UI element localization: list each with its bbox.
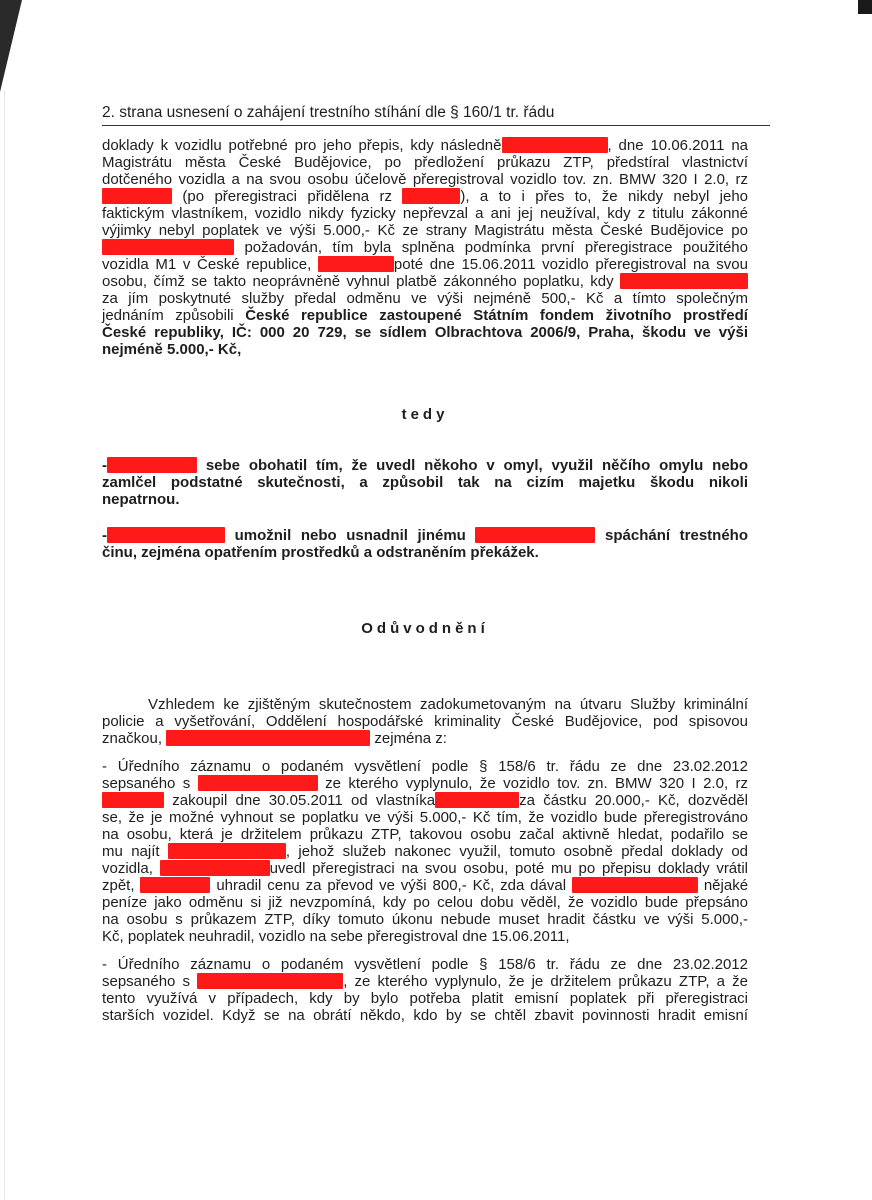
redaction [435, 792, 519, 808]
redaction [620, 273, 748, 289]
text-line: značkou, zejména z: [102, 730, 447, 747]
text-line: sepsaného s ze kterého vyplynulo, že vozidlo tov. zn. BMW 320 I 2.0, rz [102, 775, 748, 792]
text-line: zamlčel podstatné skutečnosti, a způsobil tak na cizím majetku škodu nikoli [102, 474, 748, 491]
text-line: - Úředního záznamu o podaném vysvětlení podle § 158/6 tr. řádu ze dne 23.02.2012 [102, 956, 748, 973]
text-line: tento využívá v případech, kdy by bylo potřeba platit emisní poplatek při přeregistraci [102, 990, 748, 1007]
redaction [402, 188, 460, 204]
text-line: za jím poskytnuté služby předal odměnu ve výši nejméně 500,- Kč a tímto společným [102, 290, 748, 307]
text-line: (po přeregistraci přidělena rz ), a to i přes to, že nikdy nebyl jeho [102, 188, 748, 205]
redaction [168, 843, 286, 859]
text-line: dotčeného vozidla a na svou osobu účelově přeregistroval vozidlo tov. zn. BMW 320 I 2.0, rz [102, 171, 748, 188]
redaction [140, 877, 210, 893]
redaction [160, 860, 270, 876]
redaction [107, 457, 197, 473]
text-line: České republiky, IČ: 000 20 729, se sídlem Olbrachtova 2006/9, Praha, škodu ve výši [102, 324, 748, 341]
text-line: peníze jako odměnu si již nevzpomíná, kdy po celou dobu věděl, že vozidlo bude přepsáno [102, 894, 748, 911]
document-body [102, 137, 748, 1024]
text-line: činu, zejména opatřením prostředků a odstraněním překážek. [102, 544, 539, 561]
text-line: starších vozidel. Když se na obrátí někdo, kdo by se chtěl zbavit povinnosti hradit emisní [102, 1007, 748, 1024]
charge-2 [102, 527, 748, 561]
redaction [107, 527, 225, 543]
evidence-item-2 [102, 956, 748, 1024]
redaction [502, 137, 608, 153]
text-line: - sebe obohatil tím, že uvedl někoho v omyl, využil něčího omylu nebo [102, 457, 748, 474]
charge-1 [102, 457, 748, 508]
redaction [102, 792, 164, 808]
text-line: - umožnil nebo usnadnil jinému spáchání trestného [102, 527, 748, 544]
text-line: nejméně 5.000,- Kč, [102, 341, 242, 358]
text-line: požadován, tím byla splněna podmínka první přeregistrace použitého [102, 239, 748, 256]
text-line: mu najít , jehož služeb nakonec využil, tomuto osobně předal doklady od [102, 843, 748, 860]
text-line: vozidla, uvedl přeregistraci na svou osobu, poté mu po přepisu doklady vrátil [102, 860, 748, 877]
redaction [102, 188, 172, 204]
text-line: sepsaného s , ze kterého vyplynulo, že je držitelem průkazu ZTP, a že [102, 973, 748, 990]
scan-corner-mark [858, 0, 872, 14]
paragraph-offense-description [102, 137, 748, 358]
text-line: výjimky nebyl poplatek ve výši 5.000,- Kč ze strany Magistrátu města České Budějovice po [102, 222, 748, 239]
redaction [198, 775, 318, 791]
text-line: jednáním způsobili České republice zastoupené Státním fondem životního prostředí [102, 307, 748, 324]
scan-edge [4, 90, 5, 1200]
text-line: faktickým vlastníkem, vozidlo nikdy fyzicky nepřevzal a ani jej neužíval, kdy z titulu zákonné [102, 205, 748, 222]
redaction [572, 877, 698, 893]
heading-tedy: tedy [401, 406, 449, 423]
evidence-item-1 [102, 758, 748, 945]
text-line: Kč, poplatek neuhradil, vozidlo na sebe přeregistroval dne 15.06.2011, [102, 928, 570, 945]
text-line: Vzhledem ke zjištěným skutečnostem zadokumetovaným na útvaru Služby kriminální [148, 696, 748, 713]
text-line: vozidla M1 v České republice, poté dne 15.06.2011 vozidlo přeregistroval na svou [102, 256, 748, 273]
text-line: na osobu, která je držitelem průkazu ZTP, takovou osobu začal aktivně hledat, podařilo se [102, 826, 748, 843]
paragraph-reasoning [102, 696, 748, 747]
text-line: zpět, uhradil cenu za převod ve výši 800,- Kč, zda dával nějaké [102, 877, 749, 894]
text-line: policie a vyšetřování, Oddělení hospodářské kriminality České Budějovice, pod spisovou [102, 713, 748, 730]
text-line: nepatrnou. [102, 491, 180, 508]
heading-oduvodneni: Odůvodnění [361, 620, 489, 637]
redaction [318, 256, 394, 272]
redaction [197, 973, 343, 989]
scan-corner-shadow [0, 0, 22, 92]
text-line: zakoupil dne 30.05.2011 od vlastníka za částku 20.000,- Kč, dozvěděl [102, 792, 748, 809]
redaction [166, 730, 370, 746]
text-line: na osobu s průkazem ZTP, díky tomuto úkonu nebude muset hradit částku ve výši 5.000,- [102, 911, 748, 928]
text-line: osobu, čímž se takto neoprávněně vyhnul platbě zákonného poplatku, kdy [102, 273, 748, 290]
redaction [475, 527, 595, 543]
text-line: Magistrátu města České Budějovice, po předložení průkazu ZTP, předstíral vlastnictví [102, 154, 748, 171]
text-line: doklady k vozidlu potřebné pro jeho přepis, kdy následně , dne 10.06.2011 na [102, 137, 748, 154]
text-line: se, že je možné vyhnout se poplatku ve výši 5.000,- Kč tím, že vozidlo bude přeregistrováno [102, 809, 748, 826]
text-line: - Úředního záznamu o podaném vysvětlení podle § 158/6 tr. řádu ze dne 23.02.2012 [102, 758, 748, 775]
page-header: 2. strana usnesení o zahájení trestního stíhání dle § 160/1 tr. řádu [102, 104, 770, 126]
redaction [102, 239, 234, 255]
